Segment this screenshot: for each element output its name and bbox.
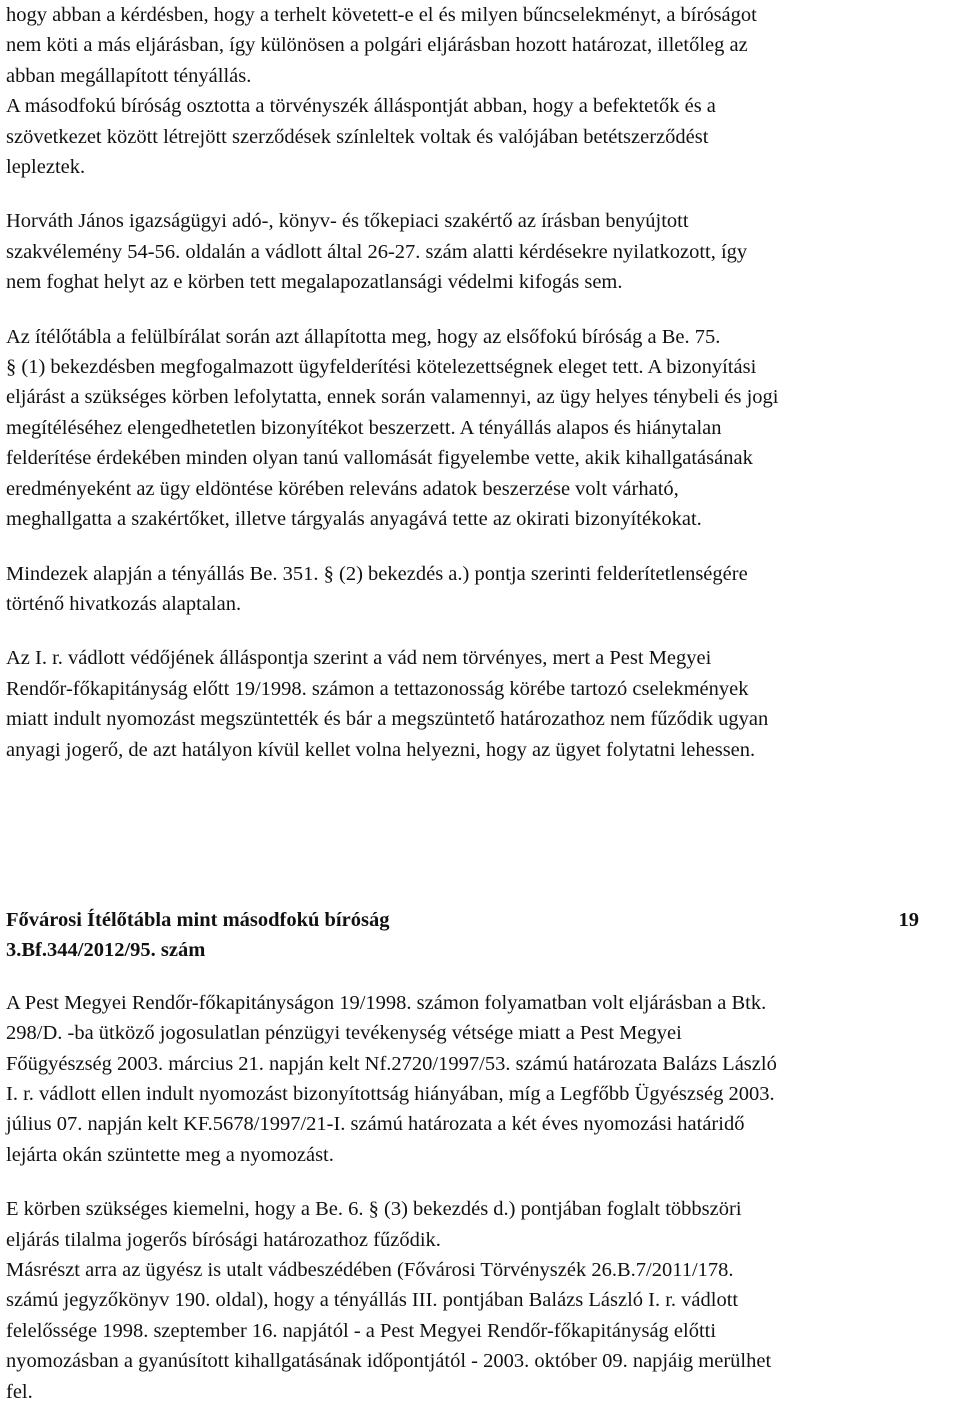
paragraph-conclusion: Mindezek alapján a tényállás Be. 351. § (2) bekezdés a.) pontja szerinti felderítetlenségére történő hivatkozás alaptalan.	[6, 562, 748, 615]
document-page	[6, 0, 956, 1407]
paragraph-ne-bis-in-idem: E körben szükséges kiemelni, hogy a Be. 6. § (3) bekezdés d.) pontjában foglalt többszöri eljárás tilalma jogerős bírósági határozathoz fűződik.	[6, 1198, 742, 1251]
paragraph-expert-opinion: Horváth János igazságügyi adó-, könyv- és tőkepiaci szakértő az írásban benyújtott szakvélemény 54-56. oldalán a vádlott által 26-27. szám alatti kérdésekre nyilatkozott, így nem foghat helyt az e körben tett megalapozatlansági védelmi kifogás sem.	[6, 210, 748, 294]
paragraph-prosecutor: Másrészt arra az ügyész is utalt vádbeszédében (Fővárosi Törvényszék 26.B.7/2011/178. számú jegyzőkönyv 190. oldal), hogy a tényállás III. pontjában Balázs László I. r. vádlott felelőssége 1998. szeptember 16. napjától - a Pest Megyei Rendőr-főkapitányság előtti nyomozásban a gyanúsított kihallgatásának időpontjától - 2003. október 09. napjáig merülhet fel.	[6, 1259, 772, 1403]
page-number: 19	[898, 908, 919, 931]
court-name: Fővárosi Ítélőtábla mint másodfokú bíróság	[6, 908, 390, 931]
page-header	[6, 905, 956, 966]
case-number: 3.Bf.344/2012/95. szám	[6, 939, 206, 962]
paragraph-fact-finding: Az ítélőtábla a felülbírálat során azt állapította meg, hogy az elsőfokú bíróság a Be. 75. § (1) bekezdésben megfogalmazott ügyfelderítési kötelezettségnek eleget tett. A bizonyítási eljárást a szükséges körben lefolytatta, ennek során valamennyi, az ügy helyes ténybeli és jogi megítéléséhez elengedhetetlen bizonyítékot beszerzett. A tényállás alapos és hiánytalan felderítése érdekében minden olyan tanú vallomását figyelembe vette, akik kihallgatásának eredményeként az ügy eldöntése körében releváns adatok beszerzése volt várható, meghallgatta a szakértőket, illetve tárgyalás anyagává tette az okirati bizonyítékokat.	[6, 325, 779, 531]
paragraph-res-judicata: hogy abban a kérdésben, hogy a terhelt követett-e el és milyen bűncselekményt, a bíróságot nem köti a más eljárásban, így különösen a polgári eljárásban hozott határozat, illetőleg az abban megállapított tényállás. A másodfokú bíróság osztotta a törvényszék álláspontját abban, hogy a befektetők és a szövetkezet között létrejött szerződések színleltek voltak és valójában betétszerződést lepleztek.	[6, 4, 757, 179]
court-heading	[6, 905, 919, 935]
paragraph-investigation: A Pest Megyei Rendőr-főkapitányságon 19/1998. számon folyamatban volt eljárásban a Btk. 298/D. -ba ütköző jogosulatlan pénzügyi tevékenység vétsége miatt a Pest Megyei Főügyészség 2003. március 21. napján kelt Nf.2720/1997/53. számú határozata Balázs László I. r. vádlott ellen indult nyomozást bizonyítottság hiányában, míg a Legfőbb Ügyészség 2003. július 07. napján kelt KF.5678/1997/21-I. számú határozata a két éves nyomozási határidő lejárta okán szüntette meg a nyomozást.	[6, 991, 777, 1166]
paragraph-defense-argument: Az I. r. vádlott védőjének álláspontja szerint a vád nem törvényes, mert a Pest Megyei Rendőr-főkapitányság előtt 19/1998. számon a tettazonosság körébe tartozó cselekmények miatt indult nyomozást megszüntették és bár a megszüntető határozathoz nem fűződik ugyan anyagi jogerő, de azt hatályon kívül kellet volna helyezni, hogy az ügyet folytatni lehessen.	[6, 647, 769, 761]
